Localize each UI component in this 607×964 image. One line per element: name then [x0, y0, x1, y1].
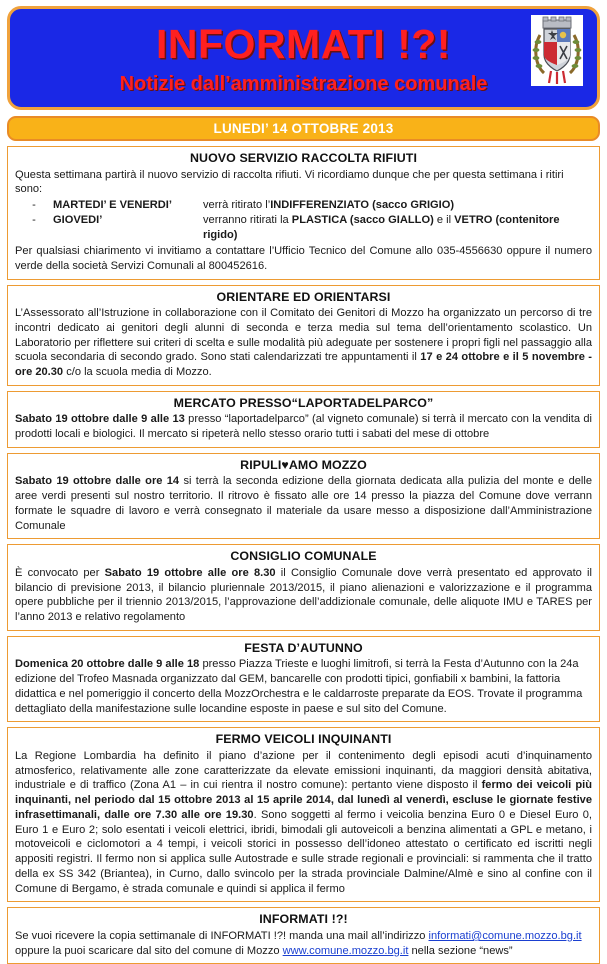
- section-festa-autunno: [7, 636, 600, 723]
- paragraph-text: La Regione Lombardia ha definito il piano d’azione per il contenimento degli episodi acuti d’inquinamento atmosferico, relativamente alle zone caratterizzate da elevate emissioni inquinanti, da maggiori densità abitativa, industriale e di traffico (Zona A1 – in cui rientra il nostro comune): pertanto viene disposto il: [15, 749, 592, 792]
- section-text: [15, 749, 592, 897]
- paragraph-text: L’Assessorato all’Istruzione in collaborazione con il Comitato dei Genitori di Mozzo ha organizzato un percorso di tre incontri dedicato ai genitori degli alunni di seconda e terza media sul tema dell’orientamento scolastico. Un Laboratorio per riflettere sui criteri di scelta e sulle modalità più adeguate per sostenere i propri figli nel passaggio alla scuola secondaria di secondo grado. Sono stati calendarizzati tre appuntamenti il: [15, 307, 592, 364]
- page-subtitle: Notizie dall’amministrazione comunale: [119, 73, 488, 95]
- highlight-dates: Domenica 20 ottobre dalle 9 alle 18: [15, 658, 200, 671]
- section-title: FESTA D’AUTUNNO: [244, 640, 363, 655]
- section-outro: Per qualsiasi chiarimento vi invitiamo a contattare l’Ufficio Tecnico del Comune allo 035-4556630 oppure il numero verde della società Servizi Comunali al 800452616.: [15, 245, 592, 272]
- sections-container: [7, 146, 600, 964]
- section-text: [15, 566, 592, 625]
- ritiro-detail: [203, 213, 592, 243]
- section-informati-footer: [7, 907, 600, 964]
- email-link[interactable]: informati@comune.mozzo.bg.it: [428, 929, 582, 942]
- ritiro-waste-type: PLASTICA (sacco GIALLO): [291, 214, 434, 227]
- paragraph-text: oppure la puoi scaricare dal sito del comune di Mozzo: [15, 944, 283, 957]
- paragraph-text: presso “laportadelparco” (al vigneto comunale) si terrà il mercato con la vendita di prodotti locali e biologici. Il mercato si ripeterà nello stesso orario tutti i sabati del mese di ottobre: [15, 413, 592, 441]
- ritiro-text: e il: [433, 214, 455, 227]
- section-text: [15, 929, 592, 959]
- section-orientare-ed-orientarsi: [7, 285, 600, 386]
- section-intro: Questa settimana partirà il nuovo servizio di raccolta rifiuti. Vi ricordiamo dunque che per questa settimana i ritiri sono:: [15, 168, 564, 196]
- ritiro-day: GIOVEDI’: [53, 214, 103, 227]
- masthead-banner: [7, 6, 600, 110]
- coat-of-arms-icon: [531, 15, 583, 86]
- section-title: NUOVO SERVIZIO RACCOLTA RIFIUTI: [189, 151, 418, 165]
- ritiro-waste-type: VETRO (contenitore rigido): [203, 214, 560, 242]
- section-mercato-laportadelparco: [7, 391, 600, 448]
- paragraph-text: È convocato per: [15, 566, 105, 579]
- paragraph-text: nella sezione “news”: [408, 944, 513, 957]
- section-title: ORIENTARE ED ORIENTARSI: [216, 289, 391, 304]
- section-fermo-veicoli-inquinanti: [7, 727, 600, 902]
- date-banner-text: LUNEDI’ 14 OTTOBRE 2013: [213, 121, 394, 136]
- ritiro-text: verrà ritirato l’: [203, 199, 271, 211]
- ritiro-detail: [203, 198, 592, 213]
- website-link[interactable]: www.comune.mozzo.bg.it: [282, 944, 409, 957]
- paragraph-text: il Consiglio Comunale dove verrà presentato ed approvato il bilancio di previsione 2013, il bilancio pluriennale 2013/2015, il piano alienazioni e valorizzazione e il programma opere pubbliche per il triennio 2013/2015, l’approvazione dell’addizionale comunale, delle aliquote IMU e TARES per l’anno 2013 e relativo regolamento: [15, 566, 592, 624]
- paragraph-text: Se vuoi ricevere la copia settimanale di INFORMATI !?! manda una mail all’indirizzo: [15, 929, 429, 942]
- ritiro-text: verranno ritirati la: [203, 214, 292, 227]
- section-text: [15, 306, 592, 380]
- paragraph-text: si terrà la seconda edizione della giornata dedicata alla pulizia del monte e delle aree verdi presenti sul nostro territorio. Il ritrovo è fissato alle ore 14 presso la piazza del Comune dove verrann formate le squadre di lavoro e verrà consegnato il materiale da usare messo a disposizione dall’Amministrazione Comunale: [15, 475, 593, 532]
- highlight-dates: Sabato 19 ottobre dalle 9 alle 13: [15, 413, 185, 426]
- highlight-restriction: fermo dei veicoli più inquinanti, nel periodo dal 15 ottobre 2013 al 15 aprile 2014, dal lunedì al venerdì, escluse le giornate festive infrasettimanali, dalle ore 7.30 alle ore 19.30: [15, 779, 592, 821]
- section-raccolta-rifiuti: [7, 146, 600, 280]
- paragraph-text: . Sono soggetti al fermo i veicolia benzina Euro 0 e Diesel Euro 0, Euro 1 e Euro 2; solo esentati i veicoli elettrici, ibridi, bimodali gli autoveicoli a benzina alimentati a GPL e metano, i motoveicoli e ciclomotori a 4 tempi, i veicoli storici in possesso dell’idoneo attestato o certificato ed iscritti negli appositi registri. Il fermo non si applica sulle Autostrade e sulle strade regionali e provinciali: si rammenta che il tratto della ex SS 342 (Briantea), in Curno, dallo svincolo per la strada provinciale Dalmine/Almè e sino al confine con il Comune di Bergamo, è strada comunale e quindi si applica il fermo: [15, 808, 592, 895]
- section-ripuliamo-mozzo: [7, 453, 600, 540]
- page-title: INFORMATI !?!: [156, 21, 451, 67]
- bullet-dash: -: [32, 214, 36, 227]
- section-title: CONSIGLIO COMUNALE: [230, 549, 377, 564]
- list-item: [15, 213, 592, 243]
- section-title: RIPULI♥AMO MOZZO: [240, 457, 367, 472]
- highlight-dates: Sabato 19 ottobre alle ore 8.30: [104, 566, 276, 579]
- section-title: MERCATO PRESSO“LAPORTADELPARCO”: [173, 395, 434, 410]
- highlight-dates: Sabato 19 ottobre dalle ore 14: [15, 475, 180, 488]
- paragraph-text: c/o la scuola media di Mozzo.: [63, 366, 212, 379]
- section-text: [15, 412, 592, 442]
- section-text: [15, 474, 592, 533]
- section-consiglio-comunale: [7, 544, 600, 631]
- list-item: [15, 198, 592, 213]
- highlight-dates: 17 e 24 ottobre e il 5 novembre - ore 20.30: [15, 351, 593, 379]
- section-text: [15, 657, 592, 716]
- paragraph-text: presso Piazza Trieste e luoghi limitrofi, si terrà la Festa d’Autunno con la 24a edizione del Trofeo Masnada organizzato dal GEM, bancarelle con prodotti tipici, gonfiabili x bambini, la fattoria didattica e nel pomeriggio il concerto della MozzOrchestra e le caldarroste preparate da EOS. Trovate il programma dettagliato della manifestazione sulle locandine esposte in paese e sul sito del Comune.: [15, 658, 583, 715]
- section-title: FERMO VEICOLI INQUINANTI: [215, 732, 392, 747]
- ritiro-waste-type: INDIFFERENZIATO (sacco GRIGIO): [270, 199, 455, 211]
- date-banner: [7, 116, 600, 141]
- ritiro-day: MARTEDI’ E VENERDI’: [53, 199, 172, 211]
- ritiri-list: [15, 198, 592, 243]
- bullet-dash: -: [32, 199, 36, 211]
- section-title: INFORMATI !?!: [259, 912, 348, 927]
